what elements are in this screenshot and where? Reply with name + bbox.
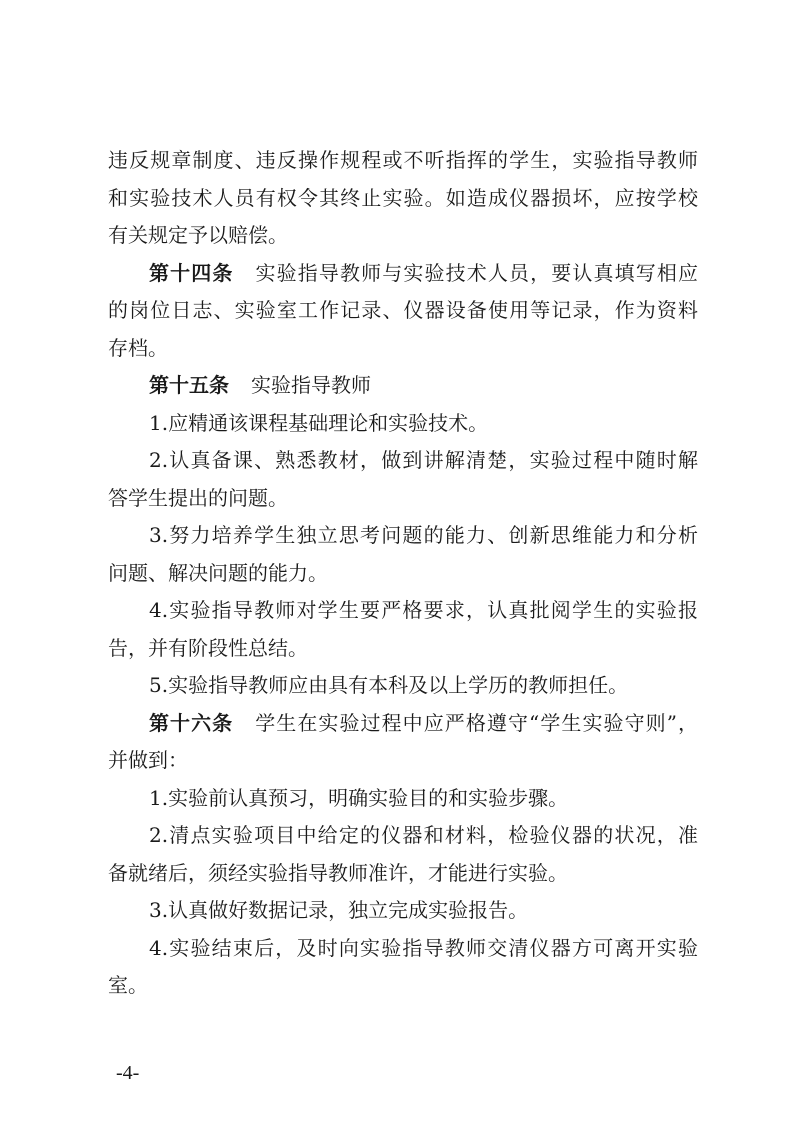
- list-item-continuation: 问题、解决问题的能力。: [108, 561, 328, 585]
- list-item: 4.实验结束后，及时向实验指导教师交清仪器方可离开实验: [149, 936, 698, 960]
- list-item-continuation: 备就绪后，须经实验指导教师准许，才能进行实验。: [108, 861, 568, 885]
- list-item: 1.实验前认真预习，明确实验目的和实验步骤。: [149, 786, 569, 810]
- list-item: 1.应精通该课程基础理论和实验技术。: [149, 411, 489, 435]
- list-item: 2.认真备课、熟悉教材，做到讲解清楚，实验过程中随时解: [149, 448, 698, 472]
- article-16-line: 第十六条 学生在实验过程中应严格遵守“学生实验守则”，: [149, 711, 698, 735]
- paragraph-line: 存档。: [108, 336, 168, 360]
- paragraph-line: 违反规章制度、违反操作规程或不听指挥的学生，实验指导教师: [108, 148, 698, 172]
- page-number: -4-: [116, 1062, 140, 1084]
- paragraph-line: 有关规定予以赔偿。: [108, 223, 288, 247]
- list-item: 2.清点实验项目中给定的仪器和材料，检验仪器的状况，准: [149, 823, 698, 847]
- article-14-line: 第十四条 实验指导教师与实验技术人员，要认真填写相应: [149, 261, 698, 285]
- paragraph-line: 和实验技术人员有权令其终止实验。如造成仪器损坏，应按学校: [108, 186, 698, 210]
- paragraph-line: 的岗位日志、实验室工作记录、仪器设备使用等记录，作为资料: [108, 298, 698, 322]
- article-15-line: 第十五条 实验指导教师: [149, 373, 371, 397]
- list-item: 4.实验指导教师对学生要严格要求，认真批阅学生的实验报: [149, 598, 698, 622]
- list-item-continuation: 答学生提出的问题。: [108, 486, 288, 510]
- paragraph-line: 并做到：: [108, 748, 188, 772]
- article-heading: 第十四条: [149, 261, 234, 285]
- list-item-continuation: 告，并有阶段性总结。: [108, 636, 308, 660]
- article-heading: 第十六条: [149, 711, 234, 735]
- article-heading: 第十五条: [149, 373, 229, 397]
- list-item: 3.努力培养学生独立思考问题的能力、创新思维能力和分析: [149, 523, 698, 547]
- list-item: 5.实验指导教师应由具有本科及以上学历的教师担任。: [149, 673, 629, 697]
- list-item-continuation: 室。: [108, 973, 148, 997]
- list-item: 3.认真做好数据记录，独立完成实验报告。: [149, 898, 529, 922]
